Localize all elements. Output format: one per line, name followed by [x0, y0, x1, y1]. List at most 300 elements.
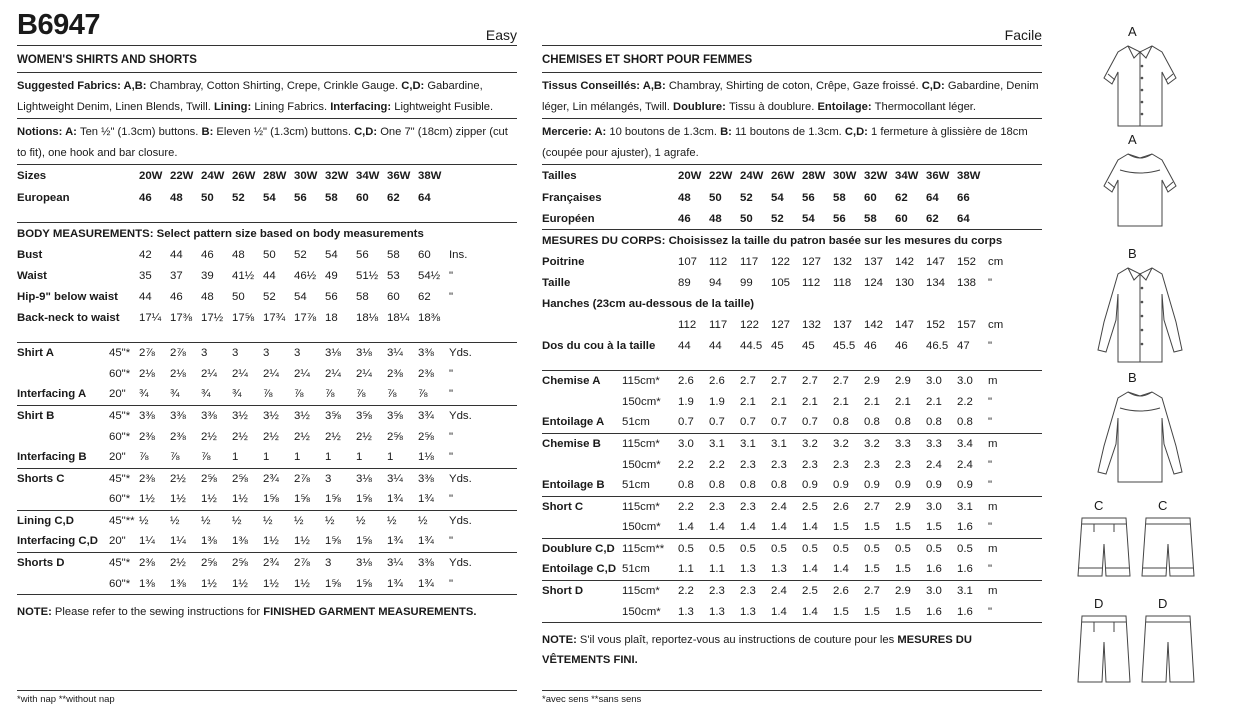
fabric-width: 150cm*	[622, 458, 661, 471]
table-cell: ¾	[232, 388, 242, 401]
table-cell: 1	[232, 451, 239, 464]
fabric-width: 115cm*	[622, 370, 678, 391]
table-cell: 44	[678, 339, 691, 352]
table-cell: 2.3	[864, 458, 880, 471]
table-cell: 0.8	[833, 416, 849, 429]
table-cell: 2.5	[802, 496, 833, 517]
table-cell: 2.3	[771, 458, 787, 471]
table-cell: 18	[325, 311, 338, 324]
table-cell: 1½	[232, 577, 248, 590]
yardage-row	[17, 573, 517, 594]
table-cell: 17¼	[139, 311, 162, 324]
table-cell: 3½	[263, 405, 294, 426]
unit-cell: "	[449, 388, 454, 401]
english-yardage-table	[17, 328, 517, 594]
unit-cell	[988, 208, 1042, 229]
table-cell: 60	[418, 248, 431, 261]
unit-cell: m	[988, 433, 1042, 454]
row-label: Hanches (23cm au-dessous de la taille)	[542, 297, 755, 310]
table-cell: 60	[895, 212, 908, 225]
table-cell: 53	[387, 269, 400, 282]
table-cell: 66	[957, 191, 970, 204]
body-measurement-row	[17, 244, 517, 265]
table-cell: 1.3	[709, 605, 725, 618]
table-cell: 3.0	[926, 580, 957, 601]
table-cell: 122	[740, 318, 760, 331]
shorts-c-front-sketch	[1074, 514, 1134, 580]
fabric-width: 20"	[109, 451, 126, 464]
table-cell: 2.9	[864, 370, 895, 391]
table-cell: 2.3	[740, 496, 771, 517]
table-cell: 1⅝	[356, 493, 372, 506]
unit-cell: Yds.	[449, 552, 517, 573]
row-label: Chemise A	[542, 370, 622, 391]
table-cell: 1⅝	[263, 493, 279, 506]
table-cell: 62	[387, 191, 400, 204]
table-cell: ½	[356, 510, 387, 531]
table-cell: 1½	[263, 535, 279, 548]
spacer-row	[17, 328, 517, 342]
row-label: Entoilage A	[542, 416, 605, 429]
table-cell: 1.4	[709, 521, 725, 534]
table-cell: 2⅝	[232, 552, 263, 573]
table-cell: 3.1	[771, 433, 802, 454]
table-cell: 3	[263, 342, 294, 363]
table-cell: 60	[864, 191, 877, 204]
yardage-row	[542, 454, 1042, 475]
table-cell: 56	[325, 290, 338, 303]
table-cell: 137	[864, 255, 884, 268]
table-cell: 1¾	[418, 493, 434, 506]
table-cell: 0.5	[895, 538, 926, 559]
table-cell: 0.9	[895, 479, 911, 492]
table-cell: 64	[957, 212, 970, 225]
table-cell: 1.4	[771, 521, 787, 534]
table-cell: 30W	[833, 170, 857, 182]
unit-cell: "	[988, 479, 993, 492]
fabric-width: 51cm	[622, 563, 650, 576]
pattern-number: B6947	[17, 9, 100, 41]
unit-cell: "	[449, 535, 454, 548]
french-yardage-table	[542, 356, 1042, 622]
table-cell: 3	[325, 468, 356, 489]
table-cell: 3	[325, 552, 356, 573]
table-cell: 2.7	[833, 370, 864, 391]
table-cell: 1⅝	[325, 493, 341, 506]
table-cell: 1½	[201, 493, 217, 506]
table-cell: 0.5	[771, 538, 802, 559]
table-cell: 1.6	[957, 605, 973, 618]
table-cell: 0.7	[771, 416, 787, 429]
table-cell: 94	[709, 276, 722, 289]
row-label: Dos du cou à la taille	[542, 339, 656, 352]
table-cell: 134	[926, 276, 946, 289]
table-cell: 1.4	[802, 563, 818, 576]
table-cell: 2⅝	[387, 430, 403, 443]
table-cell: 44	[170, 248, 183, 261]
yardage-row	[542, 412, 1042, 433]
row-label	[542, 517, 622, 538]
sketch-label-c2: C	[1158, 498, 1168, 513]
table-cell: ⅞	[356, 388, 366, 401]
row-label: Shirt A	[17, 342, 109, 363]
unit-cell: "	[449, 269, 454, 282]
row-label	[542, 454, 622, 475]
row-label	[542, 391, 622, 412]
table-cell: 54	[294, 290, 307, 303]
table-cell: 1	[263, 451, 270, 464]
table-cell: 17½	[201, 311, 224, 324]
yardage-row	[542, 517, 1042, 538]
table-cell: 39	[201, 269, 214, 282]
table-cell: 2.4	[771, 496, 802, 517]
table-cell: ⅞	[418, 388, 428, 401]
table-cell: 1.4	[740, 521, 756, 534]
table-cell: 48	[678, 191, 691, 204]
table-cell: 46.5	[926, 339, 949, 352]
row-label: Entoilage C,D	[542, 563, 617, 576]
table-cell: 1⅜	[139, 577, 155, 590]
table-cell: 36W	[387, 170, 411, 182]
table-cell: 2.1	[740, 395, 756, 408]
table-cell: 1	[325, 451, 332, 464]
table-row	[542, 208, 1042, 229]
table-cell: 0.9	[802, 479, 818, 492]
table-cell: ⅞	[387, 388, 397, 401]
difficulty-label: Easy	[485, 27, 517, 43]
table-cell: 124	[864, 276, 884, 289]
table-cell: 2.4	[957, 458, 973, 471]
row-label: Françaises	[542, 191, 602, 204]
mercerie: Mercerie: A: 10 boutons de 1.3cm. B: 11 boutons de 1.3cm. C,D: 1 fermeture à glissière de 18cm (coupée pour ajuster), 1 agrafe.	[542, 119, 1042, 165]
table-cell: 127	[802, 255, 822, 268]
row-label	[542, 601, 622, 622]
table-cell: 0.5	[802, 538, 833, 559]
yardage-row	[17, 342, 517, 363]
table-cell: 2.3	[709, 580, 740, 601]
table-cell: 32W	[864, 170, 888, 182]
table-cell: 1½	[294, 535, 310, 548]
table-cell: 0.5	[709, 538, 740, 559]
table-cell: 1.4	[802, 605, 818, 618]
french-header	[542, 0, 1042, 46]
table-cell: 2⅜	[139, 430, 155, 443]
table-cell: 137	[833, 318, 853, 331]
spacer-row	[542, 356, 1042, 370]
unit-cell	[988, 165, 1042, 187]
garment-sketches	[1062, 0, 1239, 719]
table-cell: 1.3	[678, 605, 694, 618]
table-cell: 44	[139, 290, 152, 303]
table-cell: 2½	[170, 552, 201, 573]
table-cell: ½	[263, 510, 294, 531]
unit-cell: "	[449, 430, 454, 443]
shorts-d-front-sketch	[1074, 612, 1134, 686]
english-header	[17, 0, 517, 46]
table-row	[542, 165, 1042, 187]
table-cell: 0.8	[864, 416, 880, 429]
fabric-width: 20"	[109, 535, 126, 548]
table-cell: 42	[139, 248, 152, 261]
table-cell: 3⅛	[356, 342, 387, 363]
table-cell: 1.5	[864, 521, 880, 534]
row-label: Shorts C	[17, 468, 109, 489]
table-cell: 2.4	[926, 458, 942, 471]
english-footnote: *with nap **without nap	[17, 690, 517, 705]
body-measurement-row	[542, 335, 1042, 356]
table-cell: 50	[263, 248, 276, 261]
table-cell: 2.2	[678, 496, 709, 517]
table-cell: 2⅜	[170, 430, 186, 443]
table-cell: 62	[418, 290, 431, 303]
table-cell: 1.5	[895, 563, 911, 576]
spacer-cell	[17, 328, 517, 342]
table-cell: 46	[678, 212, 691, 225]
sketch-label-d1: D	[1094, 596, 1104, 611]
table-cell: 1¾	[418, 577, 434, 590]
row-label	[17, 489, 109, 510]
table-cell: 62	[895, 191, 908, 204]
table-cell: 3⅜	[201, 405, 232, 426]
table-cell: 2¼	[232, 367, 248, 380]
table-cell: 1.3	[771, 563, 787, 576]
table-cell: 132	[802, 318, 822, 331]
table-cell: 2.7	[864, 580, 895, 601]
row-label: Européen	[542, 212, 595, 225]
table-cell: 0.7	[678, 416, 694, 429]
table-cell: 2⅞	[170, 342, 201, 363]
row-label: Short C	[542, 496, 622, 517]
table-cell: 3⅛	[356, 468, 387, 489]
table-cell: ⅞	[170, 451, 180, 464]
table-cell: 0.8	[709, 479, 725, 492]
table-cell: 0.7	[740, 416, 756, 429]
unit-cell: Yds.	[449, 342, 517, 363]
french-footnote: *avec sens **sans sens	[542, 690, 1042, 705]
table-cell: 54	[263, 191, 276, 204]
table-cell: 52	[263, 290, 276, 303]
english-size-table	[17, 165, 517, 222]
table-cell: 3	[232, 342, 263, 363]
table-cell: 34W	[895, 170, 919, 182]
table-cell: 1.4	[678, 521, 694, 534]
table-cell: 112	[709, 255, 728, 268]
table-cell: 46½	[294, 269, 317, 282]
unit-cell: cm	[988, 318, 1004, 331]
table-cell: 118	[833, 276, 852, 289]
unit-cell	[449, 165, 517, 187]
yardage-row	[542, 559, 1042, 580]
table-cell: 0.5	[833, 538, 864, 559]
unit-cell: "	[988, 563, 993, 576]
table-cell: 38W	[418, 170, 442, 182]
shirt-b-front-sketch	[1092, 262, 1188, 366]
table-cell: 60	[387, 290, 400, 303]
body-measurement-row	[542, 251, 1042, 272]
table-cell: 1½	[170, 493, 186, 506]
table-cell: 0.9	[833, 479, 849, 492]
table-cell: 1.6	[926, 563, 942, 576]
unit-cell: "	[988, 458, 993, 471]
row-label: Sizes	[17, 170, 47, 182]
table-cell: 3	[201, 342, 232, 363]
table-cell: 0.5	[678, 538, 709, 559]
table-cell: 2¾	[263, 468, 294, 489]
table-cell: 2.3	[740, 580, 771, 601]
suggested-fabrics: Suggested Fabrics: A,B: Chambray, Cotton Shirting, Crepe, Crinkle Gauge. C,D: Gabardine, Lightweight Denim, Linen Blends, Twill. Lining: Lining Fabrics. Interfacing: Lightweight Fusible.	[17, 73, 517, 119]
table-cell: 2.2	[678, 458, 694, 471]
table-cell: 1	[387, 451, 394, 464]
table-cell: 3⅜	[170, 405, 201, 426]
yardage-row	[17, 447, 517, 468]
table-cell: 3⅜	[139, 405, 170, 426]
row-label: Taille	[542, 276, 571, 289]
table-cell: 1½	[294, 577, 310, 590]
table-cell: 36W	[926, 170, 950, 182]
table-cell: 3¼	[387, 342, 418, 363]
table-cell: 0.5	[864, 538, 895, 559]
table-cell: 58	[387, 248, 400, 261]
table-cell: 2⅜	[139, 468, 170, 489]
table-cell: ⅞	[263, 388, 273, 401]
difficulty-label-fr: Facile	[1004, 27, 1042, 43]
table-cell: 0.8	[895, 416, 911, 429]
table-cell: 34W	[356, 170, 380, 182]
yardage-row	[17, 426, 517, 447]
table-cell: 105	[771, 276, 791, 289]
table-cell: ½	[170, 510, 201, 531]
table-cell: 2.5	[802, 580, 833, 601]
unit-cell: "	[988, 416, 993, 429]
table-cell: 2⅝	[201, 468, 232, 489]
table-cell: 2½	[325, 430, 341, 443]
table-cell: 46	[201, 248, 214, 261]
fabric-width: 115cm*	[622, 433, 678, 454]
table-cell: 1.9	[678, 395, 694, 408]
table-cell: 3.1	[957, 580, 988, 601]
table-cell: 2.2	[678, 580, 709, 601]
table-cell: 2.7	[771, 370, 802, 391]
yardage-row	[542, 496, 1042, 517]
row-label: Hip-9" below waist	[17, 290, 118, 303]
fabric-width: 150cm*	[622, 395, 661, 408]
table-cell: 117	[709, 318, 728, 331]
table-cell: 2.7	[740, 370, 771, 391]
yardage-row	[17, 531, 517, 552]
table-cell: 3.3	[926, 433, 957, 454]
table-cell: 3⅛	[356, 552, 387, 573]
table-cell: ½	[294, 510, 325, 531]
english-title: WOMEN'S SHIRTS AND SHORTS	[17, 46, 517, 73]
fabric-width: 115cm*	[622, 496, 678, 517]
unit-cell: Yds.	[449, 510, 517, 531]
unit-cell: "	[449, 451, 454, 464]
table-cell: 58	[356, 290, 369, 303]
fabric-width: 150cm*	[622, 605, 661, 618]
fabric-width: 45"*	[109, 552, 139, 573]
yardage-row	[17, 405, 517, 426]
table-cell: 3⅜	[418, 468, 449, 489]
table-cell: 3.0	[926, 496, 957, 517]
row-label: Doublure C,D	[542, 538, 622, 559]
table-cell: 3½	[294, 405, 325, 426]
english-body-table	[17, 244, 517, 328]
unit-cell: "	[449, 493, 454, 506]
table-cell: 37	[170, 269, 183, 282]
spacer-row	[17, 208, 517, 222]
table-cell: 58	[325, 191, 338, 204]
table-cell: ½	[325, 510, 356, 531]
sketch-label-a2: A	[1128, 132, 1137, 147]
table-cell: 2.3	[802, 458, 818, 471]
table-cell: 1⅜	[170, 577, 186, 590]
table-cell: 50	[740, 212, 753, 225]
body-measurement-row	[542, 314, 1042, 335]
table-cell: 56	[294, 191, 307, 204]
body-measurement-row	[17, 286, 517, 307]
table-cell: 17⅜	[170, 311, 193, 324]
table-cell: 2⅞	[139, 342, 170, 363]
table-cell: 2.7	[864, 496, 895, 517]
table-cell: 2½	[170, 468, 201, 489]
table-cell: 1.4	[802, 521, 818, 534]
table-cell: 2⅞	[294, 468, 325, 489]
table-cell: 1.9	[709, 395, 725, 408]
fabric-width: 20"	[109, 388, 126, 401]
table-cell: 2¼	[325, 367, 341, 380]
table-cell: 2¾	[263, 552, 294, 573]
table-cell: 1½	[201, 577, 217, 590]
table-cell: 0.5	[926, 538, 957, 559]
table-cell: 54½	[418, 269, 441, 282]
notions: Notions: A: Ten ½" (1.3cm) buttons. B: Eleven ½" (1.3cm) buttons. C,D: One 7" (18cm) zipper (cut to fit), one hook and bar closure.	[17, 119, 517, 165]
table-cell: 50	[709, 191, 722, 204]
table-cell: 1.4	[833, 563, 849, 576]
fabric-width: 45"*	[109, 468, 139, 489]
table-cell: 44.5	[740, 339, 763, 352]
table-cell: 0.9	[957, 479, 973, 492]
table-cell: 2.2	[957, 395, 973, 408]
table-cell: 122	[771, 255, 791, 268]
table-cell: 142	[895, 255, 915, 268]
table-cell: 1½	[139, 493, 155, 506]
table-cell: 45.5	[833, 339, 856, 352]
table-cell: 138	[957, 276, 977, 289]
table-cell: 24W	[740, 170, 764, 182]
table-cell: 2½	[263, 430, 279, 443]
table-cell: 3⅜	[418, 552, 449, 573]
table-cell: 157	[957, 318, 977, 331]
fabric-width: 115cm*	[622, 580, 678, 601]
body-measurement-row	[17, 307, 517, 328]
table-cell: 20W	[678, 170, 702, 182]
row-label: Shirt B	[17, 405, 109, 426]
fabric-width: 45"**	[109, 510, 139, 531]
row-label: Bust	[17, 248, 43, 261]
table-cell: 48	[170, 191, 183, 204]
table-cell: 1.5	[864, 563, 880, 576]
table-cell: 2.1	[895, 395, 911, 408]
table-cell: 2⅝	[201, 552, 232, 573]
table-cell: 46	[895, 339, 908, 352]
row-label	[17, 363, 109, 384]
table-cell: 1¼	[139, 535, 155, 548]
table-cell: 3.0	[957, 370, 988, 391]
table-cell: 3.2	[802, 433, 833, 454]
table-cell: ¾	[170, 388, 180, 401]
fabric-width: 60"*	[109, 367, 131, 380]
row-label	[542, 314, 678, 335]
